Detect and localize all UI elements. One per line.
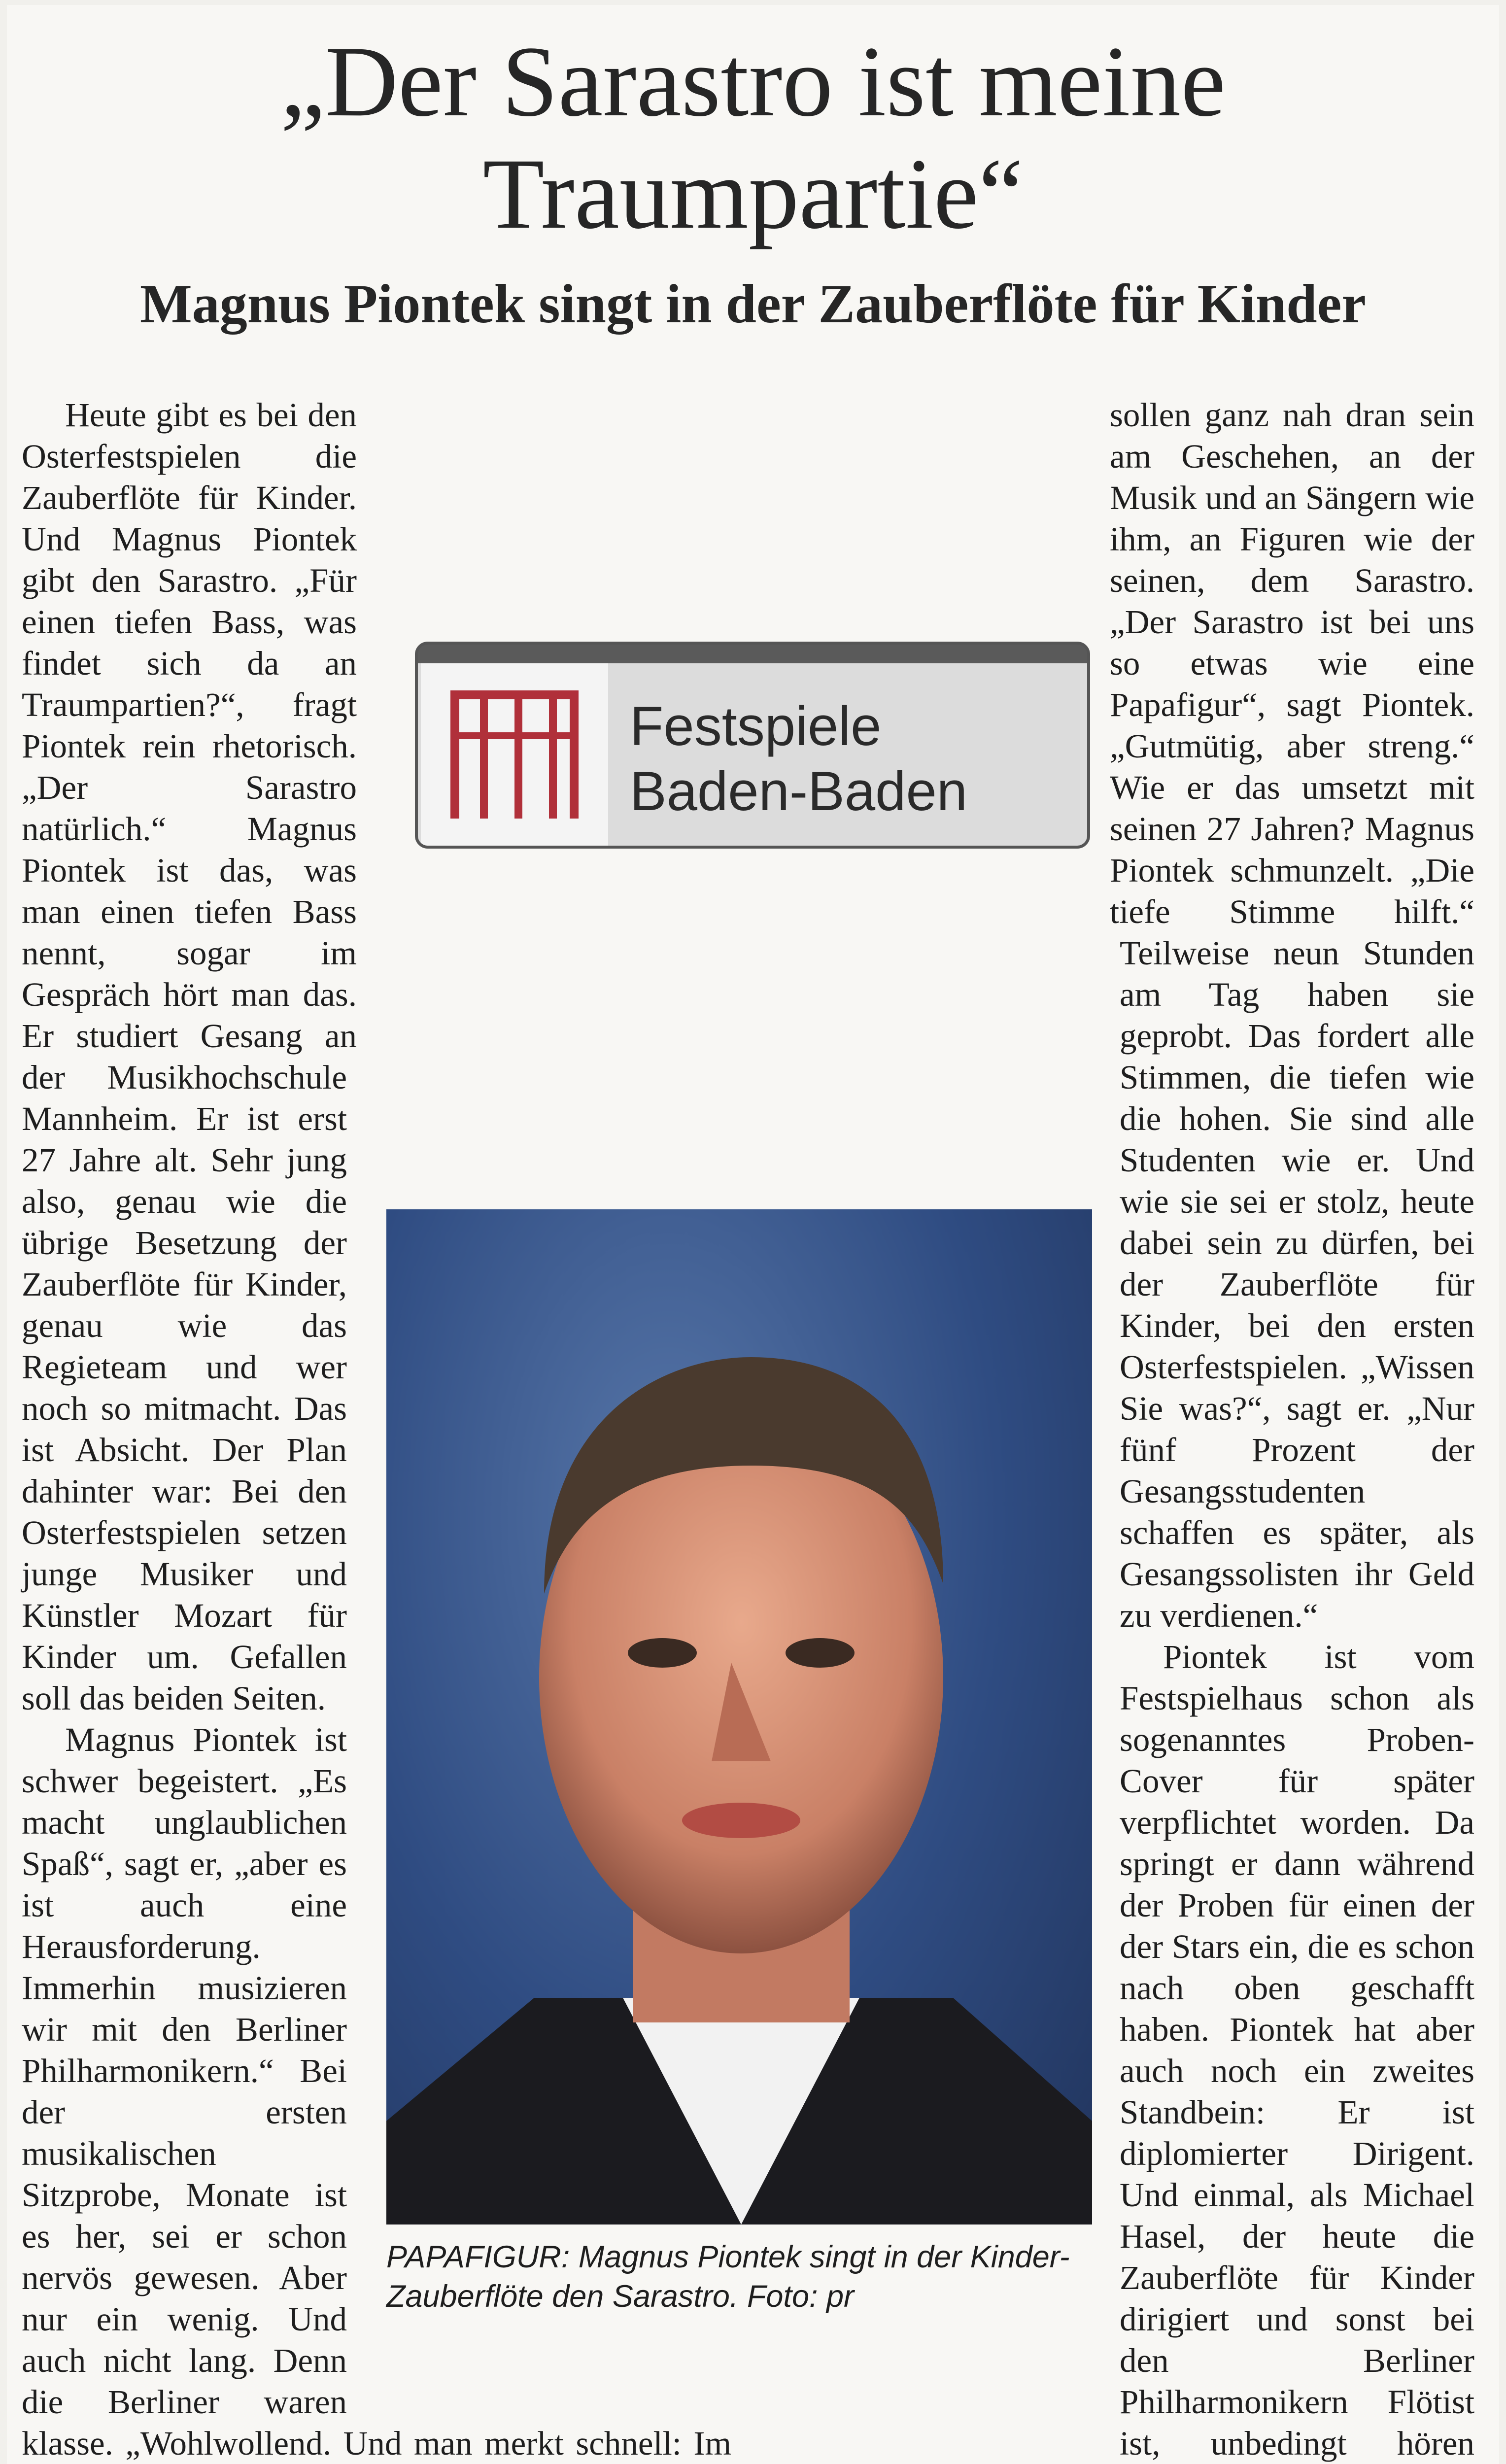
article-paragraph: Magnus Piontek ist schwer begeistert. „Es macht unglaublichen Spaß“, sagt er, „aber es ist auch eine Herausforderung. Immerhin musizieren wir mit den Berliner Philharmonikern.“ Bei der ersten musikalischen Sitzprobe, Monate ist es her, sei er schon nervös gewesen. Aber nur ein wenig. Und auch nicht lang. Denn die Berliner waren klasse. „Wohlwollend. Und man merkt schnell: Im	[22, 1721, 731, 2462]
logo-text	[630, 694, 1073, 824]
logo-line-1: Festspiele	[630, 695, 882, 757]
caption-text: Magnus Piontek singt in der Kinder-Zauberflöte den Sarastro.	[386, 2240, 1070, 2314]
right-eye	[786, 1638, 855, 1668]
festival-logo-box	[415, 642, 1090, 849]
headline: „Der Sarastro ist meine Traumpartie“	[280, 26, 1226, 250]
caption-label: PAPAFIGUR:	[386, 2240, 570, 2274]
article-paragraph: Piontek ist vom Festspielhaus schon als sogenanntes Proben-Cover für später verpflichtet worden. Da springt er dann während der Proben für einen der der Stars ein, die es schon nach oben geschafft haben. Piontek hat aber auch noch ein zweites Standbein: Er ist diplomierter Dirigent. Und einmal, als Michael Hasel, der heute die Zauberflöte für Kinder dirigiert und sonst bei den Berliner Philharmonikern Flötist ist, unbedingt hören	[1120, 1638, 1474, 2462]
mouth	[682, 1803, 800, 1838]
portrait-photo	[386, 1209, 1092, 2224]
photo-caption	[386, 2237, 1096, 2316]
logo-panel	[421, 663, 608, 846]
photo-credit: Foto: pr	[747, 2279, 855, 2314]
article-paragraph: Heute gibt es bei den Osterfestspielen die Zauberflöte für Kinder. Und Magnus Piontek gibt den Sarastro. „Für einen tiefen Bass, was findet sich da an Traumpartien?“, fragt Piontek rein rhetorisch. „Der Sarastro natürlich.“ Magnus Piontek ist das, was man einen tiefen Bass nennt, sogar im Gespräch hört man das. Er studiert Gesang an der Musikhochschule Mannheim. Er ist erst 27 Jahre alt. Sehr jung also, genau wie die übrige Besetzung der Zauberflöte für Kinder, genau wie das Regieteam und wer noch so mitmacht. Das ist Absicht. Der Plan dahinter war: Bei den Osterfestspielen setzen junge Musiker und Künstler Mozart für Kinder um. Gefallen soll das beiden Seiten.	[22, 396, 357, 1717]
subheadline: Magnus Piontek singt in der Zauberflöte für Kinder	[139, 274, 1366, 335]
article-paragraph: sollen ganz nah dran sein am Geschehen, an der Musik und an Sängern wie ihm, an Figuren wie der seinen, dem Sarastro. „Der Sarastro ist bei uns so etwas wie eine Papafigur“, sagt Piontek. „Gutmütig, aber streng.“ Wie er das umsetzt mit seinen 27 Jahren? Magnus Piontek schmunzelt. „Die tiefe Stimme hilft.“ Teilweise neun Stunden am Tag haben sie geprobt. Das fordert alle Stimmen, die tiefen wie die hohen. Sie sind alle Studenten wie er. Und wie sie sei er stolz, heute dabei sein zu dürfen, bei der Zauberflöte für Kinder, bei den ersten Osterfestspielen. „Wissen Sie was?“, sagt er. „Nur fünf Prozent der Gesangsstudenten schaffen es später, als Gesangssolisten ihr Geld zu verdienen.“	[1110, 396, 1474, 1634]
portrait-illustration	[386, 1209, 1092, 2224]
logo-line-2: Baden-Baden	[630, 760, 968, 822]
logo-mark	[450, 690, 579, 819]
left-eye	[628, 1638, 697, 1668]
festival-logo-icon	[421, 663, 608, 846]
